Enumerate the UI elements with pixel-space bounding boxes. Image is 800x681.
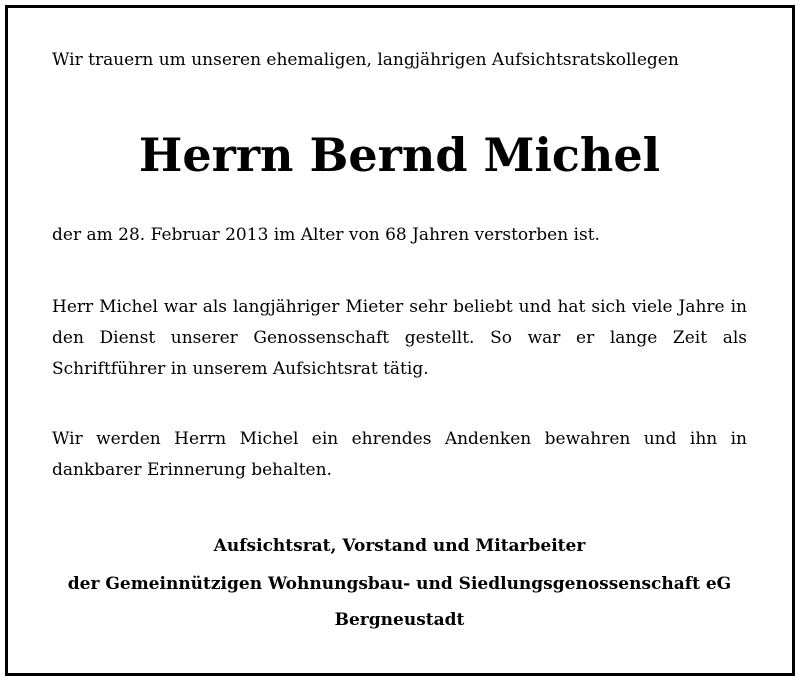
intro-text: Wir trauern um unseren ehemaligen, langjährigen Aufsichtsratskollegen (52, 50, 679, 70)
deceased-name: Herrn Bernd Michel (138, 128, 661, 182)
signature-line-1: Aufsichtsrat, Vorstand und Mitarbeiter (213, 536, 586, 556)
death-date-text: der am 28. Februar 2013 im Alter von 68 Jahren verstorben ist. (52, 225, 600, 245)
signature-line-3: Bergneustadt (334, 610, 465, 630)
signature-line-2: der Gemeinnützigen Wohnungsbau- und Siedlungsgenossenschaft eG (67, 574, 732, 594)
remembrance-paragraph: Wir werden Herrn Michel ein ehrendes Andenken bewahren und ihn in dankbarer Erinnerung behalten. (52, 429, 747, 480)
tribute-paragraph: Herr Michel war als langjähriger Mieter sehr beliebt und hat sich viele Jahre in den Dienst unserer Genossenschaft gestellt. So war er lange Zeit als Schriftführer in unserem Aufsichtsrat tätig. (52, 297, 747, 379)
